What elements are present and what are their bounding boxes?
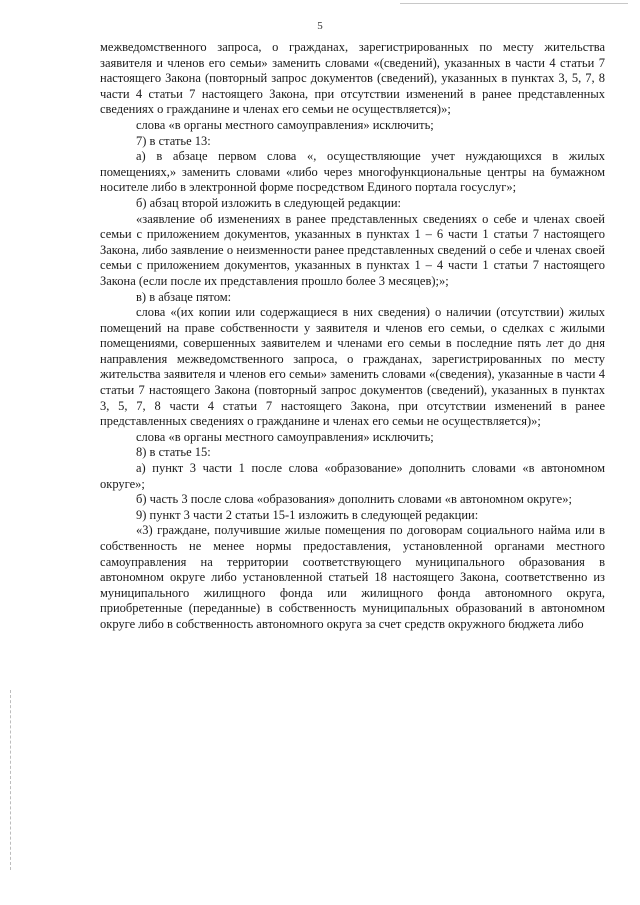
paragraph: «3) граждане, получившие жилые помещения по договорам социального найма или в собственность не менее нормы предоставления, установленной органами местного самоуправления на территории соответствующего муниципального образования в автономном округе либо установленной статьей 18 настоящего Закона, соответственно из муниципального жилищного фонда или жилищного фонда автономного округа, приобретенные (переданные) в собственность муниципальных образований в автономном округе либо в собственность автономного округа за счет средств окружного бюджета либо	[100, 523, 605, 631]
page-number: 5	[317, 20, 323, 32]
paragraph: а) в абзаце первом слова «, осуществляющие учет нуждающихся в жилых помещениях,» заменить словами «либо через многофункциональные центры на бумажном носителе либо в электронной форме посредством Единого портала госуслуг»;	[100, 149, 605, 195]
paragraph: 8) в статье 15:	[136, 445, 211, 460]
scan-artifact-edge	[10, 690, 12, 870]
paragraph: 9) пункт 3 части 2 статьи 15-1 изложить в следующей редакции:	[136, 507, 479, 522]
paragraph: слова «в органы местного самоуправления» исключить;	[136, 429, 434, 444]
paragraph: б) часть 3 после слова «образования» дополнить словами «в автономном округе»;	[136, 492, 572, 507]
paragraph: слова «в органы местного самоуправления» исключить;	[136, 117, 434, 132]
paragraph: а) пункт 3 части 1 после слова «образование» дополнить словами «в автономном округе»;	[100, 461, 605, 491]
paragraph-continuation: межведомственного запроса, о гражданах, зарегистрированных по месту жительства заявителя и членов его семьи» заменить словами «(сведений), указанных в части 4 статьи 7 настоящего Закона (повторный запрос документов (сведений), указанных в пунктах 3, 5, 7, 8 части 4 статьи 7 настоящего Закона, при отсутствии изменений в ранее представленных сведениях о гражданине и членах его семьи не осуществляется)»;	[100, 40, 605, 117]
scan-artifact-line	[400, 3, 628, 4]
paragraph: слова «(их копии или содержащиеся в них сведения) о наличии (отсутствии) жилых помещений на праве собственности у заявителя и членов его семьи, о сделках с жилыми помещениями, совершенных заявителем и членами его семьи в последние пять лет до дня направления межведомственного запроса, о гражданах, зарегистрированных по месту жительства заявителя и членов его семьи» заменить словами «(сведения), указанные в части 4 статьи 7 настоящего Закона (повторный запрос документов (сведений), указанных в пунктах 3, 5, 7, 8 части 4 статьи 7 настоящего Закона, при отсутствии изменений в ранее представленных сведениях о гражданине и членах его семьи не осуществляется)»;	[100, 305, 605, 429]
paragraph: «заявление об изменениях в ранее представленных сведениях о себе и членах своей семьи с приложением документов, указанных в пунктах 1 – 6 части 1 статьи 7 настоящего Закона, либо заявление о неизменности ранее представленных сведений о себе и членах своей семьи с приложением документов, указанных в пунктах 1 – 4 части 1 статьи 7 настоящего Закона (если после их представления прошло более 3 месяцев);»;	[100, 211, 605, 288]
paragraph: 7) в статье 13:	[136, 133, 211, 148]
paragraph: б) абзац второй изложить в следующей редакции:	[136, 195, 402, 210]
paragraph: в) в абзаце пятом:	[136, 289, 232, 304]
document-body	[100, 40, 605, 633]
